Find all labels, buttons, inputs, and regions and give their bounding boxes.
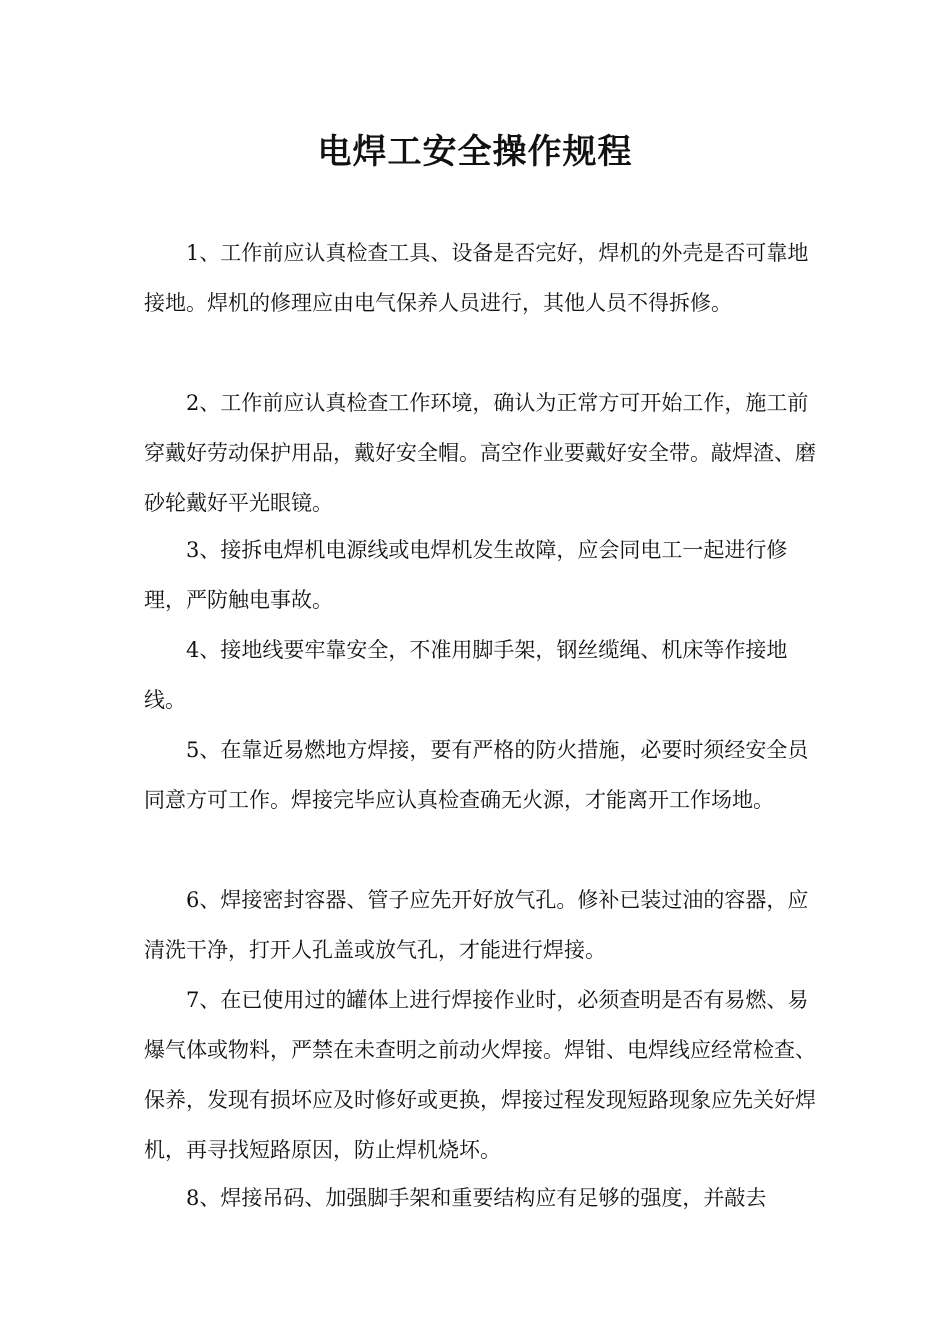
document-title: 电焊工安全操作规程 <box>317 132 633 172</box>
rule-item-4: 4、接地线要牢靠安全，不准用脚手架，钢丝缆绳、机床等作接地线。 <box>144 638 788 712</box>
rule-item-3: 3、接拆电焊机电源线或电焊机发生故障，应会同电工一起进行修理，严防触电事故。 <box>144 538 788 612</box>
rule-item-7: 7、在已使用过的罐体上进行焊接作业时，必须查明是否有易燃、易爆气体或物料，严禁在未查明之前动火焊接。焊钳、电焊线应经常检查、保养，发现有损坏应及时修好或更换，焊接过程发现短路现象应先关好焊机，再寻找短路原因，防止焊机烧坏。 <box>144 988 816 1162</box>
rule-item-8: 8、焊接吊码、加强脚手架和重要结构应有足够的强度，并敲去 <box>186 1186 767 1210</box>
rule-item-6: 6、焊接密封容器、管子应先开好放气孔。修补已装过油的容器，应清洗干净，打开人孔盖或放气孔，才能进行焊接。 <box>144 888 809 962</box>
rule-item-1: 1、工作前应认真检查工具、设备是否完好，焊机的外壳是否可靠地接地。焊机的修理应由电气保养人员进行，其他人员不得拆修。 <box>144 241 809 315</box>
rule-item-2: 2、工作前应认真检查工作环境，确认为正常方可开始工作，施工前穿戴好劳动保护用品，戴好安全帽。高空作业要戴好安全带。敲焊渣、磨砂轮戴好平光眼镜。 <box>144 391 816 515</box>
rule-item-5: 5、在靠近易燃地方焊接，要有严格的防火措施，必要时须经安全员同意方可工作。焊接完毕应认真检查确无火源，才能离开工作场地。 <box>144 738 809 812</box>
